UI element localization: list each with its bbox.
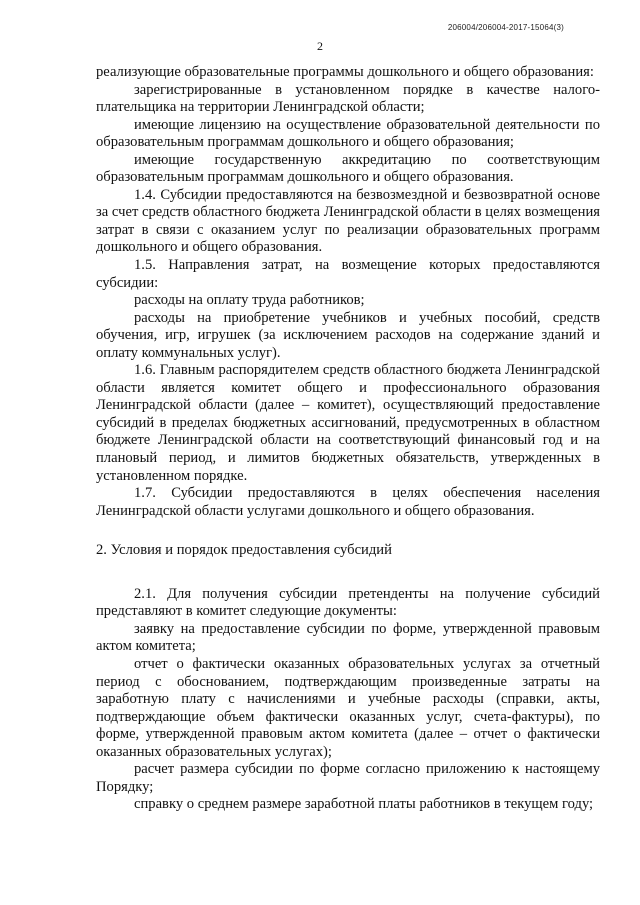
paragraph: реализующие образовательные программы дошкольного и общего образования:: [96, 64, 594, 80]
paragraph: зарегистрированные в установленном порядке в качестве налого-плательщика на территории Ленинградской области;: [96, 81, 600, 116]
paragraph: 1.7. Субсидии предоставляются в целях обеспечения населения Ленинградской области услугами дошкольного и общего образования.: [96, 485, 600, 519]
paragraph: 1.6. Главным распорядителем средств областного бюджета Ленинградской области является комитет общего и профессионального образования Ленинградской области (далее – комитет), осуществляющий предоставление субсидий в пределах бюджетных ассигнований, предусмотренных в областном бюджете Ленинградской области на соответствующий финансовый год и на плановый период, и лимитов бюджетных обязательств, утвержденных в установленном порядке.: [96, 362, 600, 484]
paragraph: имеющие государственную аккредитацию по соответствующим образовательным программам дошкольного и общего образования.: [96, 151, 600, 186]
page-number: 2: [317, 39, 323, 53]
paragraph: расходы на оплату труда работников;: [134, 292, 365, 309]
paragraph: 1.5. Направления затрат, на возмещение которых предоставляются субсидии:: [96, 257, 600, 291]
paragraph: отчет о фактически оказанных образовательных услугах за отчетный период с обоснованием, подтверждающим произведенные затраты на заработную плату с начислениями и учебные расходы (справки, акты, подтверждающие объем фактически оказанных услуг, счета-фактуры), по форме, утвержденной правовым актом комитета (далее – отчет о фактически оказанных образовательных услугах);: [96, 655, 600, 760]
paragraph: имеющие лицензию на осуществление образовательной деятельности по образовательным программам дошкольного и общего образования;: [96, 116, 600, 151]
paragraph: заявку на предоставление субсидии по форме, утвержденной правовым актом комитета;: [96, 620, 600, 655]
paragraph: 1.4. Субсидии предоставляются на безвозмездной и безвозвратной основе за счет средств областного бюджета Ленинградской области в целях возмещения затрат в связи с оказанием услуг по реализации образовательных программ дошкольного и общего образования.: [96, 186, 600, 256]
paragraph: расчет размера субсидии по форме согласно приложению к настоящему Порядку;: [96, 761, 600, 795]
document-body: [96, 64, 600, 814]
document-id: 206004/206004-2017-15064(3): [447, 23, 564, 32]
paragraph: расходы на приобретение учебников и учебных пособий, средств обучения, игр, игрушек (за исключением расходов на содержание зданий и оплату коммунальных услуг).: [96, 309, 600, 361]
paragraph: справку о среднем размере заработной платы работников в текущем году;: [134, 796, 594, 813]
section-heading: 2. Условия и порядок предоставления субсидий: [96, 542, 392, 559]
paragraph: 2.1. Для получения субсидии претенденты на получение субсидий представляют в комитет следующие документы:: [96, 585, 600, 620]
